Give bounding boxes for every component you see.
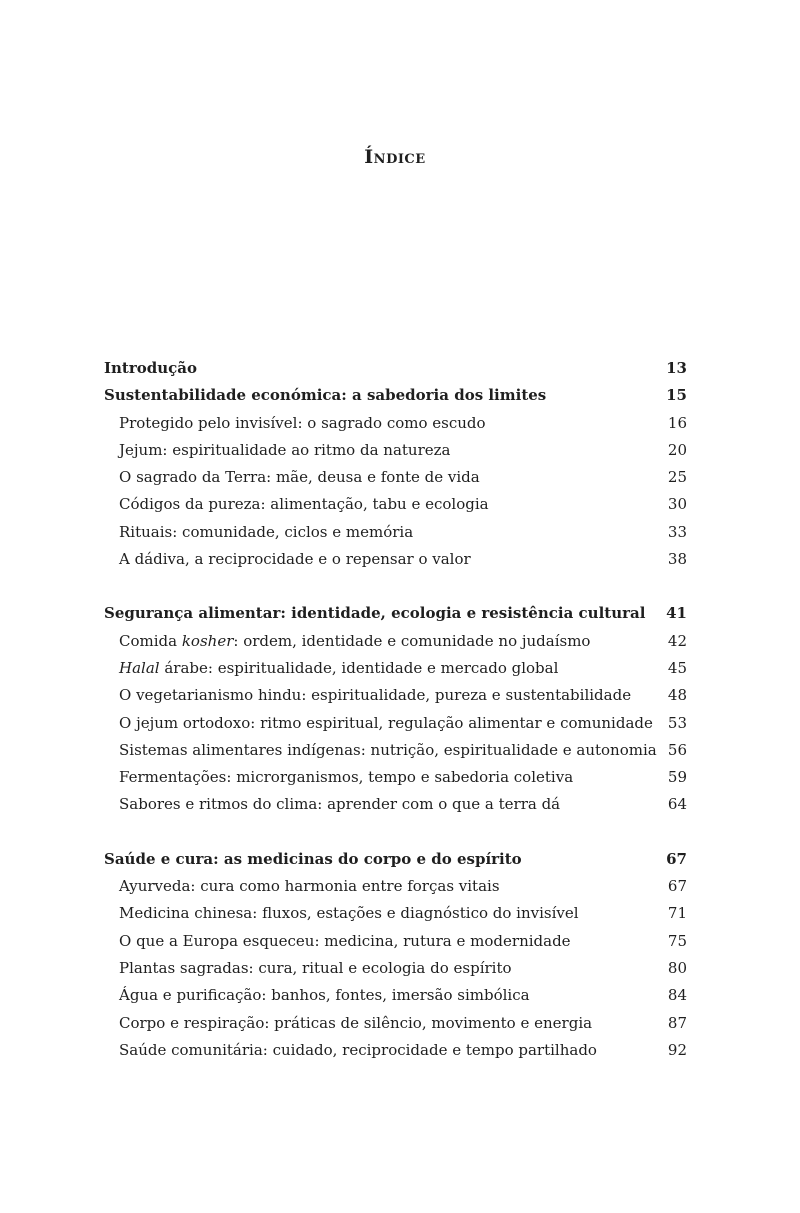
- toc-section-food-security: [104, 600, 687, 818]
- toc-item-title: Plantas sagradas: cura, ritual e ecologia do espírito: [119, 958, 512, 977]
- toc-item-title: Protegido pelo invisível: o sagrado como escudo: [119, 413, 486, 432]
- toc-heading-title: Segurança alimentar: identidade, ecologia e resistência cultural: [104, 604, 646, 623]
- toc-item[interactable]: [104, 410, 687, 437]
- toc-item[interactable]: [104, 464, 687, 491]
- toc-heading-title: Introdução: [104, 359, 198, 377]
- toc-heading[interactable]: [104, 600, 687, 627]
- toc-item-page: 64: [667, 795, 687, 814]
- toc-item[interactable]: [104, 710, 687, 737]
- toc-item-page: 59: [667, 768, 687, 787]
- toc-item-title: O que a Europa esqueceu: medicina, rutura e modernidade: [119, 931, 571, 950]
- toc-item[interactable]: [104, 437, 687, 464]
- toc-item-page: 30: [667, 495, 687, 514]
- toc-item-title: Rituais: comunidade, ciclos e memória: [119, 522, 414, 541]
- toc-item-title: Corpo e respiração: práticas de silêncio, movimento e energia: [119, 1013, 593, 1032]
- toc-heading[interactable]: [104, 355, 687, 382]
- toc-item-title: O vegetarianismo hindu: espiritualidade, pureza e sustentabilidade: [119, 686, 632, 705]
- toc-item[interactable]: [104, 764, 687, 791]
- toc-item[interactable]: [104, 655, 687, 682]
- toc-item-title-pre: Comida: [119, 631, 182, 650]
- toc-item[interactable]: [104, 546, 687, 573]
- toc-item-page: 75: [667, 931, 687, 950]
- toc-item-title: Fermentações: microrganismos, tempo e sabedoria coletiva: [119, 768, 574, 787]
- toc-section-health: [104, 846, 687, 1064]
- toc-item-title: Saúde comunitária: cuidado, reciprocidade e tempo partilhado: [119, 1040, 597, 1059]
- toc-item-title: Sistemas alimentares indígenas: nutrição, espiritualidade e autonomia: [119, 740, 657, 759]
- toc-item-page: 87: [667, 1013, 687, 1032]
- toc-item-title: Códigos da pureza: alimentação, tabu e ecologia: [119, 495, 489, 514]
- toc-item-page: 48: [667, 686, 687, 705]
- toc-item-page: 80: [667, 958, 687, 977]
- toc-heading[interactable]: [104, 382, 687, 409]
- toc-item-page: 20: [667, 440, 687, 459]
- toc-item-page: 38: [667, 550, 687, 569]
- toc-item[interactable]: [104, 737, 687, 764]
- toc-item-title: Ayurveda: cura como harmonia entre forças vitais: [119, 877, 500, 896]
- toc-item-title: A dádiva, a reciprocidade e o repensar o valor: [119, 550, 471, 569]
- toc-item[interactable]: [104, 900, 687, 927]
- toc-item-title-post: árabe: espiritualidade, identidade e mercado global: [159, 658, 559, 677]
- toc-item-title-post: : ordem, identidade e comunidade no judaísmo: [233, 631, 591, 650]
- toc-item-title: O sagrado da Terra: mãe, deusa e fonte de vida: [119, 468, 480, 487]
- toc-item-title: [104, 628, 590, 655]
- toc-item[interactable]: [104, 873, 687, 900]
- toc-item[interactable]: [104, 519, 687, 546]
- toc-item[interactable]: [104, 791, 687, 818]
- toc-heading-page: 15: [666, 386, 687, 405]
- toc-item-page: 25: [667, 468, 687, 487]
- toc-item-title-italic: kosher: [181, 631, 234, 650]
- toc-item-title: [104, 655, 558, 682]
- toc-item[interactable]: [104, 1037, 687, 1064]
- page-title: Índice: [364, 146, 426, 168]
- toc-item-page: 67: [667, 877, 687, 896]
- toc-section-intro: [104, 355, 687, 573]
- toc-heading-page: 13: [666, 359, 687, 377]
- table-of-contents: [104, 355, 687, 1064]
- toc-item[interactable]: [104, 928, 687, 955]
- toc-heading-title: Sustentabilidade económica: a sabedoria dos limites: [104, 386, 547, 405]
- toc-item-page: 16: [667, 413, 687, 432]
- toc-item[interactable]: [104, 1010, 687, 1037]
- toc-heading-title: Saúde e cura: as medicinas do corpo e do espírito: [104, 849, 522, 868]
- toc-item-title: Jejum: espiritualidade ao ritmo da natureza: [119, 440, 451, 459]
- toc-item-page: 71: [667, 904, 687, 923]
- toc-item[interactable]: [104, 955, 687, 982]
- toc-item-title: O jejum ortodoxo: ritmo espiritual, regulação alimentar e comunidade: [119, 713, 653, 732]
- toc-item-page: 42: [667, 631, 687, 650]
- toc-heading[interactable]: [104, 846, 687, 873]
- toc-item[interactable]: [104, 982, 687, 1009]
- toc-heading-page: 41: [666, 604, 687, 623]
- toc-item[interactable]: [104, 682, 687, 709]
- toc-item-page: 84: [667, 986, 687, 1005]
- toc-item-page: 92: [667, 1040, 687, 1059]
- toc-item-page: 45: [667, 658, 687, 677]
- toc-item-page: 33: [667, 522, 687, 541]
- toc-item-title: Medicina chinesa: fluxos, estações e diagnóstico do invisível: [119, 904, 579, 923]
- toc-item-page: 56: [667, 740, 687, 759]
- toc-item-page: 53: [667, 713, 687, 732]
- toc-item[interactable]: [104, 628, 687, 655]
- toc-item[interactable]: [104, 491, 687, 518]
- toc-item-title: Sabores e ritmos do clima: aprender com o que a terra dá: [119, 795, 561, 814]
- toc-item-title-italic: Halal: [119, 658, 160, 677]
- toc-heading-page: 67: [666, 849, 687, 868]
- toc-item-title: Água e purificação: banhos, fontes, imersão simbólica: [119, 986, 530, 1005]
